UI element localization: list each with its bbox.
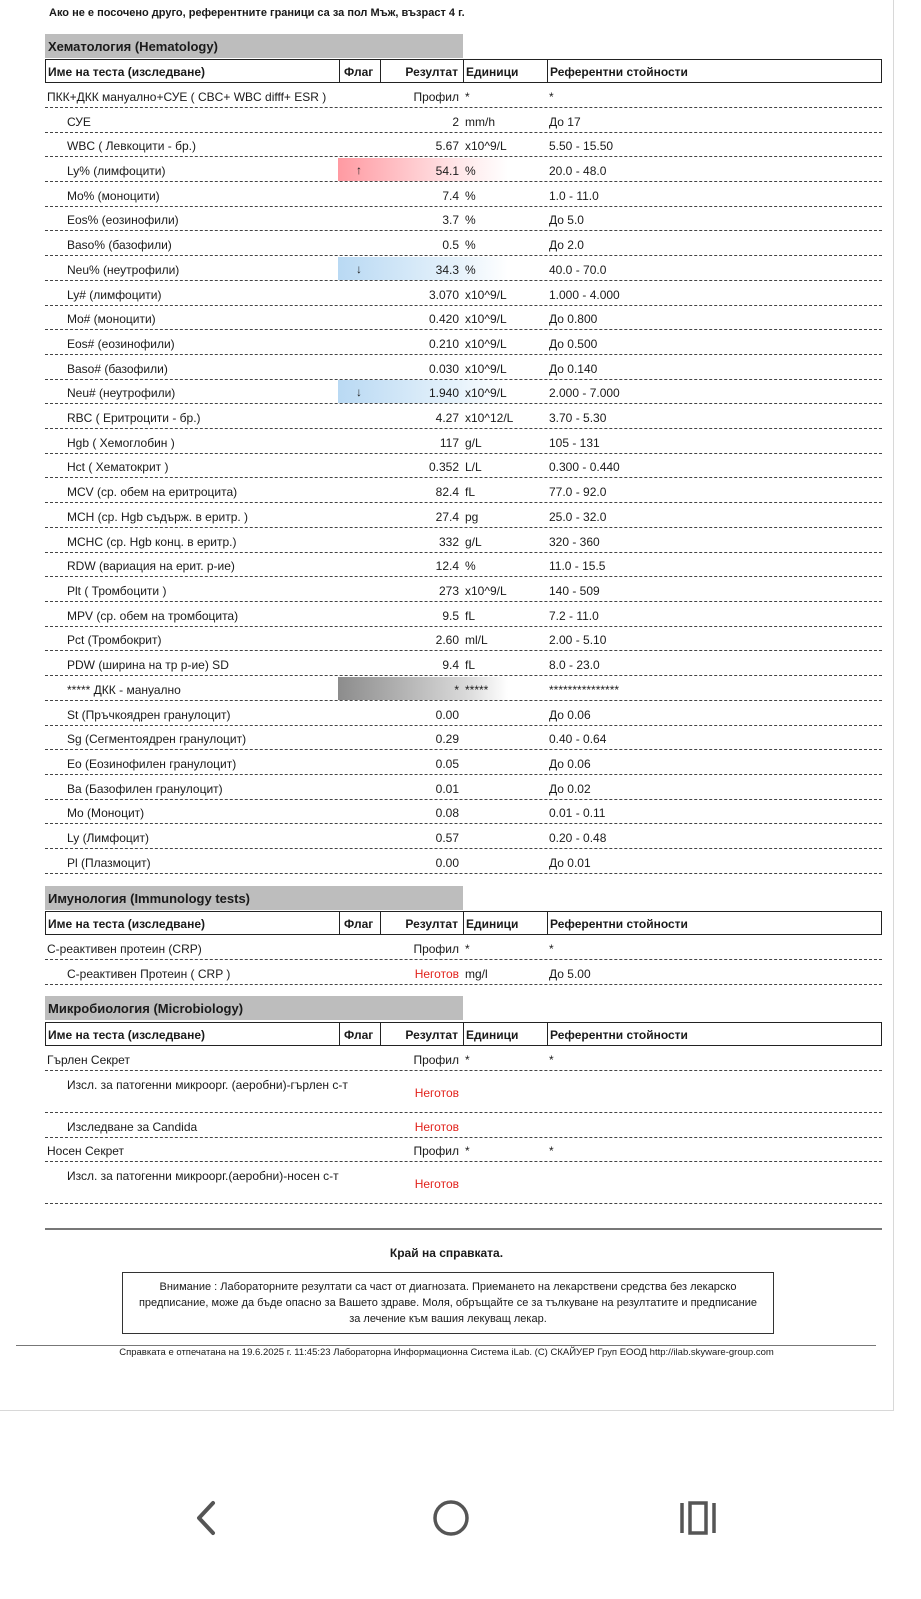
test-name: Pl (Плазмоцит) xyxy=(67,856,151,870)
table-row xyxy=(45,356,882,380)
test-units: x10^9/L xyxy=(465,288,507,302)
reference-note: Ако не е посочено друго, референтните граници са за пол Мъж, възраст 4 г. xyxy=(49,7,465,19)
test-result: Профил xyxy=(413,942,459,956)
test-result: Неготов xyxy=(414,1120,459,1134)
test-result: Неготов xyxy=(414,1177,459,1191)
test-reference: До 0.06 xyxy=(549,708,591,722)
table-row xyxy=(45,850,882,874)
test-name: Hct ( Хематокрит ) xyxy=(67,460,169,474)
test-result: 34.3 xyxy=(435,263,459,277)
test-reference: 11.0 - 15.5 xyxy=(549,559,606,573)
table-row xyxy=(45,1114,882,1138)
table-row xyxy=(45,751,882,775)
flag-cell xyxy=(338,257,508,280)
test-name: СУЕ xyxy=(67,115,91,129)
table-row xyxy=(45,1138,882,1162)
table-row xyxy=(45,257,882,281)
test-units: mm/h xyxy=(465,115,495,129)
test-units: * xyxy=(465,1053,470,1067)
table-row xyxy=(45,652,882,676)
test-result: 0.420 xyxy=(428,312,459,326)
test-name: Гърлен Секрет xyxy=(47,1053,130,1067)
test-result: 5.67 xyxy=(435,139,459,153)
col-name-header: Име на теста (изследване) xyxy=(48,917,205,931)
test-result: 12.4 xyxy=(435,559,459,573)
table-row xyxy=(45,603,882,627)
table-row xyxy=(45,627,882,651)
test-units: % xyxy=(465,164,476,178)
table-row xyxy=(45,183,882,207)
test-name: Neu# (неутрофили) xyxy=(67,386,176,400)
test-name: Baso# (базофили) xyxy=(67,362,168,376)
test-name: ***** ДКК - мануално xyxy=(67,683,181,697)
table-row xyxy=(45,158,882,182)
test-result: 0.030 xyxy=(428,362,459,376)
test-units: x10^9/L xyxy=(465,584,507,598)
test-reference: До 0.800 xyxy=(549,312,598,326)
test-name: Изсл. за патогенни микроорг. (аеробни)-гърлен с-т xyxy=(67,1078,348,1092)
test-name: WBC ( Левкоцити - бр.) xyxy=(67,139,196,153)
table-row xyxy=(45,553,882,577)
test-reference: 7.2 - 11.0 xyxy=(549,609,599,623)
test-units: x10^9/L xyxy=(465,362,507,376)
test-result: 0.00 xyxy=(435,856,459,870)
table-row xyxy=(45,800,882,824)
test-name: Ly (Лимфоцит) xyxy=(67,831,150,845)
col-result-header: Резултат xyxy=(405,1028,458,1042)
back-icon[interactable] xyxy=(176,1488,236,1548)
col-reference-header: Референтни стойности xyxy=(550,65,688,79)
test-name: Изследване за Candida xyxy=(67,1120,198,1134)
test-name: MCHC (ср. Hgb конц. в еритр.) xyxy=(67,535,237,549)
table-row xyxy=(45,961,882,985)
test-reference: * xyxy=(549,1053,554,1067)
test-reference: До 0.140 xyxy=(549,362,598,376)
test-result: 3.070 xyxy=(428,288,459,302)
test-name: Eo (Еозинофилен гранулоцит) xyxy=(67,757,237,771)
test-result: 54.1 xyxy=(435,164,459,178)
table-row xyxy=(45,331,882,355)
table-row xyxy=(45,504,882,528)
arrow-up-icon: ↑ xyxy=(356,163,362,177)
test-result: 0.00 xyxy=(435,708,459,722)
table-row xyxy=(45,578,882,602)
test-units: * xyxy=(465,1144,470,1158)
table-row xyxy=(45,1072,882,1113)
table-row xyxy=(45,232,882,256)
test-name: Mo% (моноцити) xyxy=(67,189,160,203)
test-reference: 25.0 - 32.0 xyxy=(549,510,607,524)
test-units: % xyxy=(465,189,476,203)
test-reference: 3.70 - 5.30 xyxy=(549,411,607,425)
home-icon[interactable] xyxy=(421,1488,481,1548)
test-name: Hgb ( Хемоглобин ) xyxy=(67,436,175,450)
test-name: Носен Секрет xyxy=(47,1144,125,1158)
end-of-report: Край на справката. xyxy=(389,1246,504,1260)
test-result: 0.210 xyxy=(428,337,459,351)
test-reference: 105 - 131 xyxy=(549,436,600,450)
table-row xyxy=(45,702,882,726)
test-name: Mo# (моноцити) xyxy=(67,312,156,326)
test-result: 2 xyxy=(452,115,459,129)
test-reference: 320 - 360 xyxy=(549,535,600,549)
test-reference: 5.50 - 15.50 xyxy=(549,139,614,153)
col-name-header: Име на теста (изследване) xyxy=(48,1028,205,1042)
test-result: 2.60 xyxy=(435,633,459,647)
table-row xyxy=(45,454,882,478)
test-result: 9.4 xyxy=(442,658,459,672)
table-row xyxy=(45,726,882,750)
test-name: MPV (ср. обем на тромбоцита) xyxy=(67,609,239,623)
recent-apps-icon[interactable] xyxy=(668,1488,728,1548)
test-reference: 1.000 - 4.000 xyxy=(549,288,620,302)
test-reference: До 5.0 xyxy=(549,213,584,227)
table-row xyxy=(45,677,882,701)
test-result: 0.01 xyxy=(435,782,459,796)
test-reference: До 17 xyxy=(549,115,581,129)
test-reference: 0.20 - 0.48 xyxy=(549,831,607,845)
footer-divider xyxy=(16,1345,876,1346)
test-reference: 77.0 - 92.0 xyxy=(549,485,607,499)
table-row xyxy=(45,479,882,503)
col-flag-header: Флаг xyxy=(344,65,374,79)
test-reference: До 0.02 xyxy=(549,782,591,796)
test-result: Неготов xyxy=(414,1086,459,1100)
test-reference: До 5.00 xyxy=(549,967,591,981)
table-row xyxy=(45,84,882,108)
test-result: 0.08 xyxy=(435,806,459,820)
table-header xyxy=(45,911,882,935)
test-result: Профил xyxy=(413,90,459,104)
test-name: Ly# (лимфоцити) xyxy=(67,288,162,302)
test-name: Mo (Моноцит) xyxy=(67,806,145,820)
test-units: * xyxy=(465,942,470,956)
test-result: 0.57 xyxy=(435,831,459,845)
flag-cell xyxy=(338,158,508,181)
test-reference: 40.0 - 70.0 xyxy=(549,263,607,277)
test-name: MCH (ср. Hgb съдърж. в еритр. ) xyxy=(67,510,249,524)
test-units: x10^12/L xyxy=(465,411,514,425)
test-name: С-реактивен протеин (CRP) xyxy=(47,942,202,956)
test-reference: 2.00 - 5.10 xyxy=(549,633,607,647)
table-row xyxy=(45,825,882,849)
test-units: % xyxy=(465,263,476,277)
test-reference: *************** xyxy=(549,683,620,697)
test-result: Неготов xyxy=(414,967,459,981)
arrow-down-icon: ↓ xyxy=(356,385,362,399)
test-reference: * xyxy=(549,942,554,956)
test-result: * xyxy=(454,683,459,697)
col-flag-header: Флаг xyxy=(344,1028,374,1042)
table-row xyxy=(45,529,882,553)
test-units: * xyxy=(465,90,470,104)
test-units: ml/L xyxy=(465,633,488,647)
table-row xyxy=(45,380,882,404)
test-name: PDW (ширина на тр р-ие) SD xyxy=(67,658,229,672)
test-units: L/L xyxy=(465,460,482,474)
test-reference: 0.300 - 0.440 xyxy=(549,460,620,474)
test-reference: 20.0 - 48.0 xyxy=(549,164,607,178)
test-units: fL xyxy=(465,609,476,623)
test-units: ***** xyxy=(465,683,489,697)
test-result: 332 xyxy=(438,535,459,549)
test-reference: * xyxy=(549,1144,554,1158)
test-name: Eos% (еозинофили) xyxy=(67,213,179,227)
test-name: Ly% (лимфоцити) xyxy=(67,164,166,178)
test-result: 9.5 xyxy=(442,609,459,623)
section-title-microbiology: Микробиология (Microbiology) xyxy=(45,996,463,1020)
table-row xyxy=(45,109,882,133)
test-units: mg/l xyxy=(465,967,488,981)
col-units-header: Единици xyxy=(466,65,519,79)
table-row xyxy=(45,936,882,960)
test-name: Baso% (базофили) xyxy=(67,238,172,252)
test-units: g/L xyxy=(465,436,482,450)
test-units: x10^9/L xyxy=(465,312,507,326)
test-reference: 0.40 - 0.64 xyxy=(549,732,607,746)
test-result: 1.940 xyxy=(428,386,459,400)
test-result: Профил xyxy=(413,1053,459,1067)
col-units-header: Единици xyxy=(466,917,519,931)
test-reference: 140 - 509 xyxy=(549,584,600,598)
table-row xyxy=(45,306,882,330)
test-reference: 1.0 - 11.0 xyxy=(549,189,599,203)
test-units: pg xyxy=(465,510,479,524)
test-units: fL xyxy=(465,658,476,672)
test-units: x10^9/L xyxy=(465,337,507,351)
test-result: Профил xyxy=(413,1144,459,1158)
section-title-immunology: Имунология (Immunology tests) xyxy=(45,886,463,910)
col-result-header: Резултат xyxy=(405,917,458,931)
test-result: 117 xyxy=(439,436,459,450)
test-result: 0.352 xyxy=(428,460,459,474)
test-name: Neu% (неутрофили) xyxy=(67,263,180,277)
test-name: Ba (Базофилен гранулоцит) xyxy=(67,782,223,796)
col-units-header: Единици xyxy=(466,1028,519,1042)
col-reference-header: Референтни стойности xyxy=(550,917,688,931)
test-units: % xyxy=(465,238,476,252)
col-flag-header: Флаг xyxy=(344,917,374,931)
test-units: x10^9/L xyxy=(465,139,507,153)
test-units: x10^9/L xyxy=(465,386,507,400)
test-reference: 0.01 - 0.11 xyxy=(549,806,606,820)
table-row xyxy=(45,133,882,157)
arrow-down-icon: ↓ xyxy=(356,262,362,276)
table-row xyxy=(45,405,882,429)
test-result: 3.7 xyxy=(442,213,459,227)
table-header xyxy=(45,1022,882,1046)
test-name: RBC ( Еритроцити - бр.) xyxy=(67,411,201,425)
test-reference: До 0.06 xyxy=(549,757,591,771)
test-name: Pct (Тромбокрит) xyxy=(67,633,162,647)
test-name: MCV (ср. обем на еритроцита) xyxy=(67,485,238,499)
table-row xyxy=(45,207,882,231)
test-result: 27.4 xyxy=(435,510,459,524)
test-name: ПКК+ДКК мануално+СУЕ ( CBC+ WBC difff+ ESR ) xyxy=(47,90,327,104)
test-result: 273 xyxy=(438,584,459,598)
test-units: % xyxy=(465,213,476,227)
test-units: fL xyxy=(465,485,476,499)
test-name: Plt ( Тромбоцити ) xyxy=(67,584,167,598)
section-title-hematology: Хематология (Hematology) xyxy=(45,34,463,58)
test-result: 0.5 xyxy=(442,238,459,252)
col-result-header: Резултат xyxy=(405,65,458,79)
test-reference: 2.000 - 7.000 xyxy=(549,386,620,400)
test-result: 4.27 xyxy=(435,411,459,425)
col-reference-header: Референтни стойности xyxy=(550,1028,688,1042)
warning-box: Внимание : Лабораторните резултати са част от диагнозата. Приемането на лекарствени средства без лекарско предписание, може да бъде опасно за Вашето здраве. Моля, обръщайте се за тълкуване на резултатите и предписание за лечение към вашия лекуващ лекар. xyxy=(122,1272,774,1334)
print-footer: Справката е отпечатана на 19.6.2025 г. 11:45:23 Лабораторна Информационна Система iLab. (C) СКАЙУЕР Груп ЕООД http://ilab.skyware-group.com xyxy=(119,1347,774,1358)
table-row xyxy=(45,282,882,306)
table-row xyxy=(45,430,882,454)
test-result: 7.4 xyxy=(442,189,459,203)
test-result: 82.4 xyxy=(435,485,459,499)
col-name-header: Име на теста (изследване) xyxy=(48,65,205,79)
table-row xyxy=(45,776,882,800)
test-reference: * xyxy=(549,90,554,104)
test-name: Изсл. за патогенни микроорг.(аеробни)-носен с-т xyxy=(67,1169,339,1183)
test-reference: До 2.0 xyxy=(549,238,584,252)
test-name: Sg (Сегментоядрен гранулоцит) xyxy=(67,732,247,746)
test-units: % xyxy=(465,559,476,573)
table-row xyxy=(45,1163,882,1204)
table-header xyxy=(45,59,882,83)
test-reference: До 0.01 xyxy=(549,856,591,870)
test-name: Eos# (еозинофили) xyxy=(67,337,175,351)
test-result: 0.29 xyxy=(435,732,459,746)
test-units: g/L xyxy=(465,535,482,549)
test-reference: 8.0 - 23.0 xyxy=(549,658,600,672)
test-name: St (Пръчкоядрен гранулоцит) xyxy=(67,708,231,722)
test-reference: До 0.500 xyxy=(549,337,598,351)
end-divider xyxy=(45,1228,882,1230)
test-result: 0.05 xyxy=(435,757,459,771)
test-name: RDW (вариация на ерит. р-ие) xyxy=(67,559,235,573)
table-row xyxy=(45,1047,882,1071)
test-name: С-реактивен Протеин ( CRP ) xyxy=(67,967,231,981)
